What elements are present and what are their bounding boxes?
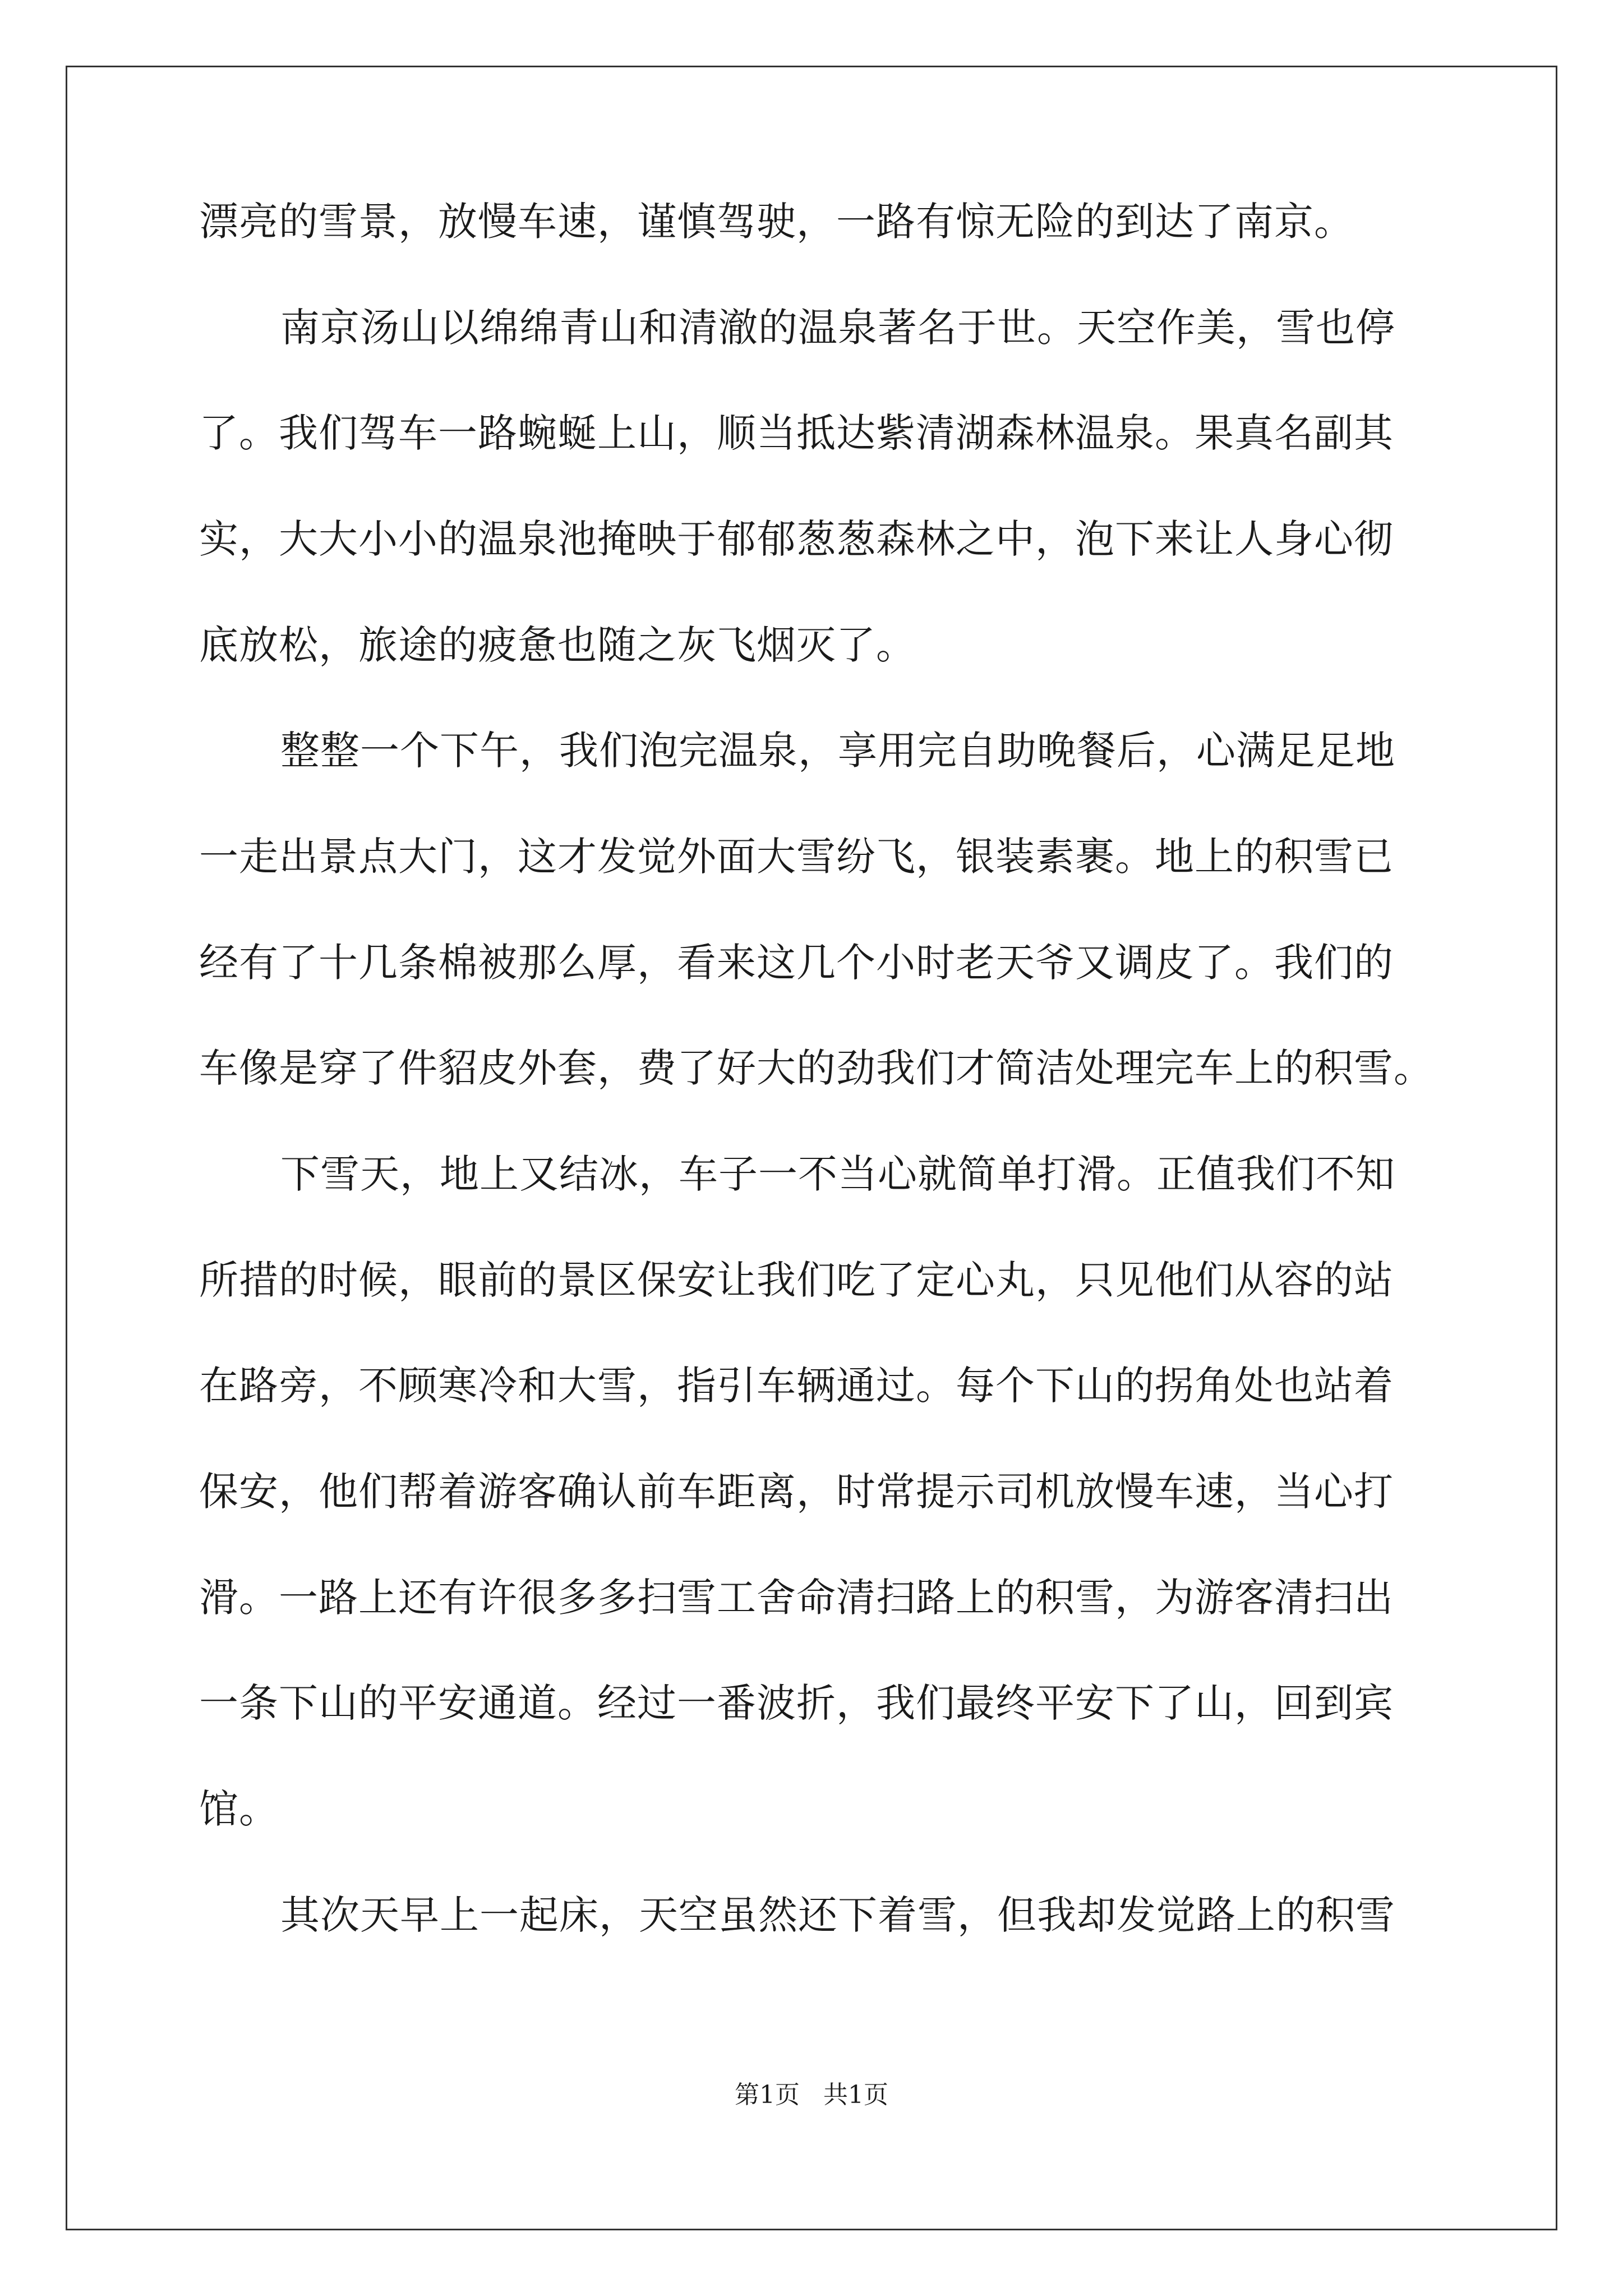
text-line: 馆。 [199, 1786, 279, 1832]
text-line: 所措的时候，眼前的景区保安让我们吃了定心丸，只见他们从容的站 [199, 1257, 1394, 1303]
text-line: 保安，他们帮着游客确认前车距离，时常提示司机放慢车速，当心打 [199, 1469, 1394, 1515]
text-line: 南京汤山以绵绵青山和清澈的温泉著名于世。天空作美，雪也停 [280, 305, 1395, 351]
text-line: 在路旁，不顾寒冷和大雪，指引车辆通过。每个下山的拐角处也站着 [199, 1363, 1394, 1409]
page-footer [0, 2078, 1623, 2112]
text-line: 经有了十几条棉被那么厚，看来这几个小时老天爷又调皮了。我们的 [199, 940, 1394, 986]
text-line: 实，大大小小的温泉池掩映于郁郁葱葱森林之中，泡下来让人身心彻 [199, 516, 1394, 562]
text-line: 滑。一路上还有许很多多扫雪工舍命清扫路上的积雪，为游客清扫出 [199, 1575, 1394, 1621]
page-total: 共1页 [823, 2081, 888, 2109]
text-line: 一条下山的平安通道。经过一番波折，我们最终平安下了山，回到宾 [199, 1680, 1394, 1726]
text-line: 了。我们驾车一路蜿蜒上山，顺当抵达紫清湖森林温泉。果真名副其 [199, 410, 1394, 456]
text-line: 漂亮的雪景，放慢车速，谨慎驾驶，一路有惊无险的到达了南京。 [199, 199, 1354, 245]
text-line: 整整一个下午，我们泡完温泉，享用完自助晚餐后，心满足足地 [280, 728, 1395, 774]
text-line: 下雪天，地上又结冰，车子一不当心就简单打滑。正值我们不知 [280, 1151, 1395, 1197]
text-line: 其次天早上一起床，天空虽然还下着雪，但我却发觉路上的积雪 [280, 1892, 1395, 1938]
text-line: 底放松，旅途的疲惫也随之灰飞烟灭了。 [199, 622, 916, 668]
page-number: 第1页 [735, 2081, 800, 2109]
text-line: 车像是穿了件貂皮外套，费了好大的劲我们才简洁处理完车上的积雪。 [199, 1045, 1433, 1091]
text-line: 一走出景点大门，这才发觉外面大雪纷飞，银装素裹。地上的积雪已 [199, 834, 1394, 880]
